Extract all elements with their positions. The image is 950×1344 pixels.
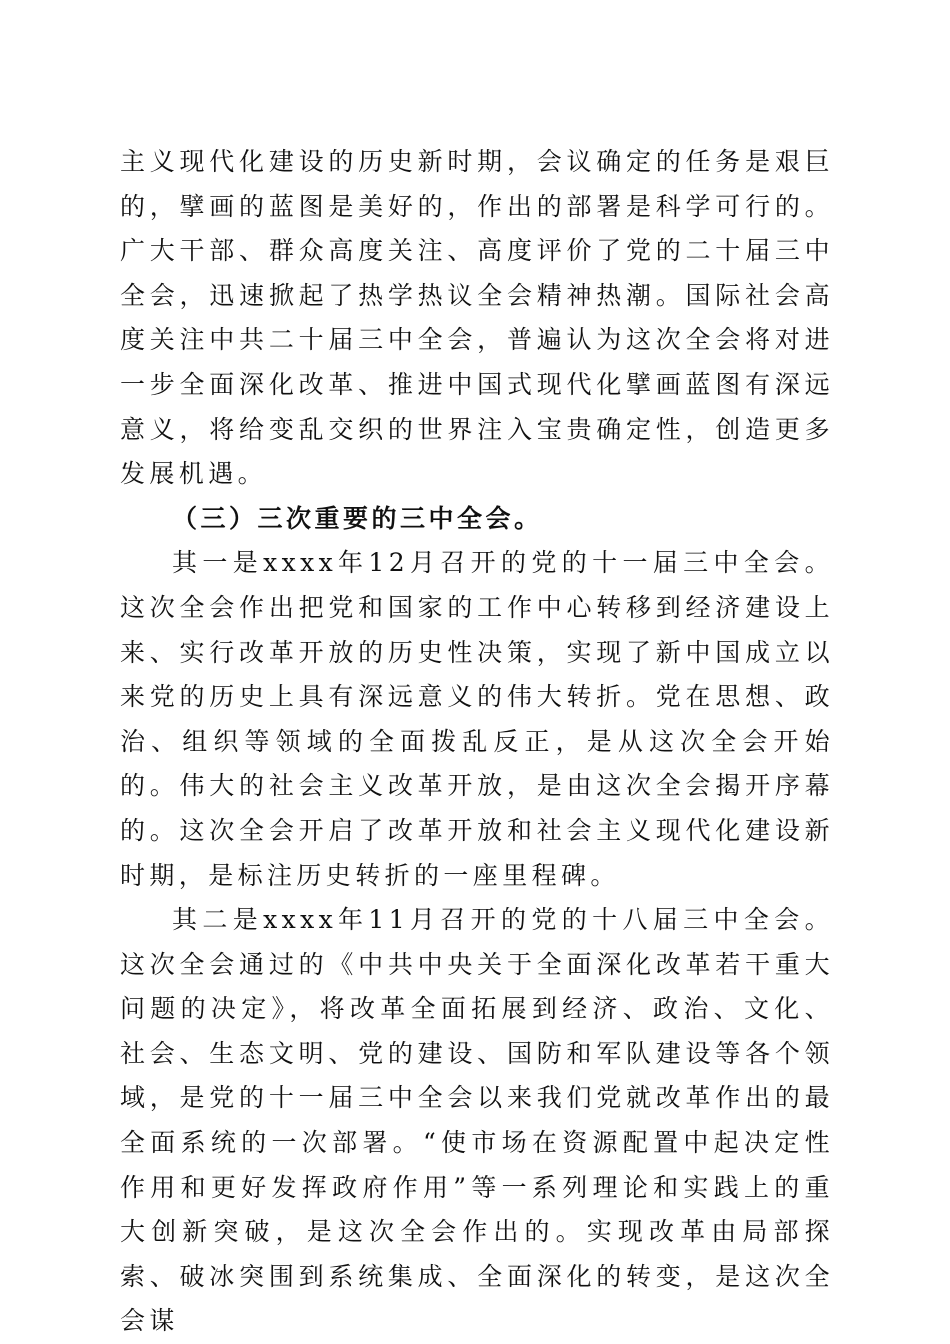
section-heading: （三）三次重要的三中全会。 (172, 503, 543, 533)
paragraph-second-plenum: 其二是xxxx年11月召开的党的十八届三中全会。这次全会通过的《中共中央关于全面深化改革若干重大问题的决定》，将改革全面拓展到经济、政治、文化、社会、生态文明、党的建设、国防和军队建设等各个领域，是党的十一届三中全会以来我们党就改革作出的最全面系统的一次部署。“使市场在资源配置中起决定性作用和更好发挥政府作用”等一系列理论和实践上的重大创新突破，是这次全会作出的。实现改革由局部探索、破冰突围到系统集成、全面深化的转变，是这次全会谋 (120, 905, 834, 1336)
document-page (120, 140, 834, 1344)
paragraph-first-plenum: 其一是xxxx年12月召开的党的十一届三中全会。这次全会作出把党和国家的工作中心转移到经济建设上来、实行改革开放的历史性决策，实现了新中国成立以来党的历史上具有深远意义的伟大转折。党在思想、政治、组织等领域的全面拨乱反正，是从这次全会开始的。伟大的社会主义改革开放，是由这次全会揭开序幕的。这次全会开启了改革开放和社会主义现代化建设新时期，是标注历史转折的一座里程碑。 (120, 548, 834, 890)
paragraph-continuation: 主义现代化建设的历史新时期，会议确定的任务是艰巨的，擘画的蓝图是美好的，作出的部署是科学可行的。广大干部、群众高度关注、高度评价了党的二十届三中全会，迅速掀起了热学热议全会精神热潮。国际社会高度关注中共二十届三中全会，普遍认为这次全会将对进一步全面深化改革、推进中国式现代化擘画蓝图有深远意义，将给变乱交织的世界注入宝贵确定性，创造更多发展机遇。 (120, 147, 834, 489)
